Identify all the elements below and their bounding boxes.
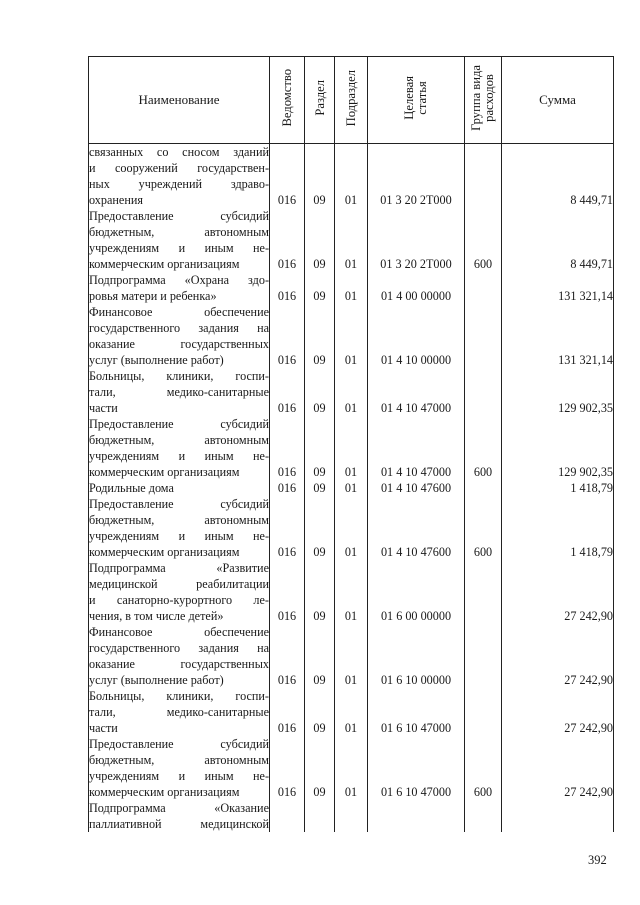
table-row xyxy=(89,272,614,304)
cell-subsection: 01 xyxy=(335,304,368,368)
header-ministry: Ведомство xyxy=(270,57,305,144)
cell-expense-group xyxy=(465,560,502,624)
cell-expense-group xyxy=(465,688,502,736)
cell-target: 01 4 10 47000 xyxy=(368,416,465,480)
cell-section: 09 xyxy=(305,624,335,688)
cell-sum: 131 321,14 xyxy=(502,272,614,304)
name-line: связанных со сносом зданий xyxy=(89,145,269,159)
cell-expense-group xyxy=(465,800,502,832)
table-row xyxy=(89,368,614,416)
table-row xyxy=(89,304,614,368)
cell-name xyxy=(89,496,270,560)
name-line: услуг (выполнение работ) xyxy=(89,353,224,367)
cell-section: 09 xyxy=(305,560,335,624)
name-line: Подпрограмма «Оказание xyxy=(89,801,269,815)
cell-section: 09 xyxy=(305,496,335,560)
cell-ministry xyxy=(270,800,305,832)
header-section: Раздел xyxy=(305,57,335,144)
header-name: Наименование xyxy=(89,57,270,144)
name-line: паллиативной медицинской xyxy=(89,817,269,831)
table-header xyxy=(89,57,614,144)
cell-sum: 131 321,14 xyxy=(502,304,614,368)
name-line: ровья матери и ребенка» xyxy=(89,289,217,303)
header-expense-group: Группа вида расходов xyxy=(465,57,502,144)
cell-sum: 1 418,79 xyxy=(502,480,614,496)
cell-target: 01 6 10 00000 xyxy=(368,624,465,688)
name-line: бюджетным, автономным xyxy=(89,753,269,767)
cell-section: 09 xyxy=(305,208,335,272)
cell-ministry: 016 xyxy=(270,208,305,272)
cell-name xyxy=(89,416,270,480)
name-line: Предоставление субсидий xyxy=(89,737,269,751)
cell-expense-group xyxy=(465,368,502,416)
name-line: бюджетным, автономным xyxy=(89,433,269,447)
name-line: тали, медико-санитарные xyxy=(89,705,269,719)
cell-subsection: 01 xyxy=(335,144,368,209)
cell-target: 01 3 20 2Т000 xyxy=(368,144,465,209)
cell-target xyxy=(368,800,465,832)
name-line: государственного задания на xyxy=(89,641,269,655)
cell-sum: 8 449,71 xyxy=(502,208,614,272)
cell-target: 01 4 10 47600 xyxy=(368,480,465,496)
table-row xyxy=(89,688,614,736)
cell-section: 09 xyxy=(305,416,335,480)
name-line: части xyxy=(89,401,118,415)
name-line: Предоставление субсидий xyxy=(89,417,269,431)
cell-subsection: 01 xyxy=(335,272,368,304)
name-line: чения, в том числе детей» xyxy=(89,609,224,623)
name-line: Больницы, клиники, госпи- xyxy=(89,689,269,703)
name-line: медицинской реабилитации xyxy=(89,577,269,591)
name-line: и сооружений государствен- xyxy=(89,161,269,175)
cell-ministry: 016 xyxy=(270,560,305,624)
table-row xyxy=(89,208,614,272)
name-line: охранения xyxy=(89,193,143,207)
cell-subsection: 01 xyxy=(335,560,368,624)
cell-ministry: 016 xyxy=(270,272,305,304)
cell-target: 01 4 10 47600 xyxy=(368,496,465,560)
cell-section: 09 xyxy=(305,272,335,304)
name-line: тали, медико-санитарные xyxy=(89,385,269,399)
name-line: оказание государственных xyxy=(89,657,269,671)
cell-subsection xyxy=(335,800,368,832)
cell-expense-group xyxy=(465,144,502,209)
cell-expense-group xyxy=(465,480,502,496)
name-line: услуг (выполнение работ) xyxy=(89,673,224,687)
table-row xyxy=(89,480,614,496)
cell-target: 01 6 10 47000 xyxy=(368,688,465,736)
cell-subsection: 01 xyxy=(335,208,368,272)
name-line: оказание государственных xyxy=(89,337,269,351)
cell-expense-group xyxy=(465,304,502,368)
cell-ministry: 016 xyxy=(270,480,305,496)
cell-target: 01 3 20 2Т000 xyxy=(368,208,465,272)
cell-ministry: 016 xyxy=(270,496,305,560)
name-line: учреждениям и иным не- xyxy=(89,769,269,783)
cell-subsection: 01 xyxy=(335,480,368,496)
cell-expense-group: 600 xyxy=(465,416,502,480)
name-line: коммерческим организациям xyxy=(89,785,240,799)
cell-sum: 27 242,90 xyxy=(502,624,614,688)
cell-target: 01 6 00 00000 xyxy=(368,560,465,624)
cell-ministry: 016 xyxy=(270,624,305,688)
name-line: ных учреждений здраво- xyxy=(89,177,269,191)
cell-sum xyxy=(502,800,614,832)
cell-section: 09 xyxy=(305,480,335,496)
name-line: Предоставление субсидий xyxy=(89,209,269,223)
name-line: Больницы, клиники, госпи- xyxy=(89,369,269,383)
cell-name xyxy=(89,688,270,736)
cell-name xyxy=(89,208,270,272)
cell-ministry: 016 xyxy=(270,304,305,368)
cell-ministry: 016 xyxy=(270,688,305,736)
cell-target: 01 4 10 47000 xyxy=(368,368,465,416)
cell-sum: 27 242,90 xyxy=(502,560,614,624)
name-line: Подпрограмма «Развитие xyxy=(89,561,269,575)
name-line: Родильные дома xyxy=(89,481,174,495)
cell-subsection: 01 xyxy=(335,736,368,800)
cell-subsection: 01 xyxy=(335,368,368,416)
cell-expense-group xyxy=(465,272,502,304)
cell-section: 09 xyxy=(305,688,335,736)
header-sum: Сумма xyxy=(502,57,614,144)
cell-name xyxy=(89,560,270,624)
table-row xyxy=(89,416,614,480)
cell-name xyxy=(89,304,270,368)
name-line: учреждениям и иным не- xyxy=(89,449,269,463)
cell-section: 09 xyxy=(305,144,335,209)
cell-target: 01 4 00 00000 xyxy=(368,272,465,304)
cell-name xyxy=(89,736,270,800)
header-subsection: Подраздел xyxy=(335,57,368,144)
cell-expense-group: 600 xyxy=(465,208,502,272)
name-line: и санаторно-курортного ле- xyxy=(89,593,269,607)
name-line: учреждениям и иным не- xyxy=(89,241,269,255)
name-line: Предоставление субсидий xyxy=(89,497,269,511)
cell-expense-group: 600 xyxy=(465,496,502,560)
cell-sum: 27 242,90 xyxy=(502,688,614,736)
cell-name xyxy=(89,272,270,304)
cell-sum: 27 242,90 xyxy=(502,736,614,800)
name-line: бюджетным, автономным xyxy=(89,513,269,527)
cell-name xyxy=(89,480,270,496)
cell-sum: 1 418,79 xyxy=(502,496,614,560)
cell-sum: 129 902,35 xyxy=(502,416,614,480)
cell-name xyxy=(89,368,270,416)
name-line: Подпрограмма «Охрана здо- xyxy=(89,273,269,287)
cell-ministry: 016 xyxy=(270,736,305,800)
cell-subsection: 01 xyxy=(335,496,368,560)
cell-name xyxy=(89,624,270,688)
table-row xyxy=(89,800,614,832)
name-line: учреждениям и иным не- xyxy=(89,529,269,543)
table-row xyxy=(89,496,614,560)
table-row xyxy=(89,560,614,624)
name-line: государственного задания на xyxy=(89,321,269,335)
cell-section: 09 xyxy=(305,304,335,368)
cell-name xyxy=(89,144,270,209)
budget-table xyxy=(88,56,614,832)
name-line: коммерческим организациям xyxy=(89,545,240,559)
cell-ministry: 016 xyxy=(270,416,305,480)
cell-subsection: 01 xyxy=(335,624,368,688)
cell-section: 09 xyxy=(305,736,335,800)
table-row xyxy=(89,736,614,800)
cell-section xyxy=(305,800,335,832)
cell-expense-group: 600 xyxy=(465,736,502,800)
table-body xyxy=(89,144,614,833)
cell-target: 01 4 10 00000 xyxy=(368,304,465,368)
page-number: 392 xyxy=(588,853,607,867)
cell-subsection: 01 xyxy=(335,416,368,480)
cell-sum: 129 902,35 xyxy=(502,368,614,416)
name-line: бюджетным, автономным xyxy=(89,225,269,239)
name-line: коммерческим организациям xyxy=(89,465,240,479)
table-row xyxy=(89,144,614,209)
cell-expense-group xyxy=(465,624,502,688)
table-row xyxy=(89,624,614,688)
name-line: Финансовое обеспечение xyxy=(89,305,269,319)
name-line: коммерческим организациям xyxy=(89,257,240,271)
cell-name xyxy=(89,800,270,832)
cell-ministry: 016 xyxy=(270,368,305,416)
cell-sum: 8 449,71 xyxy=(502,144,614,209)
cell-subsection: 01 xyxy=(335,688,368,736)
header-target: Целевая статья xyxy=(368,57,465,144)
cell-section: 09 xyxy=(305,368,335,416)
name-line: части xyxy=(89,721,118,735)
cell-target: 01 6 10 47000 xyxy=(368,736,465,800)
name-line: Финансовое обеспечение xyxy=(89,625,269,639)
cell-ministry: 016 xyxy=(270,144,305,209)
